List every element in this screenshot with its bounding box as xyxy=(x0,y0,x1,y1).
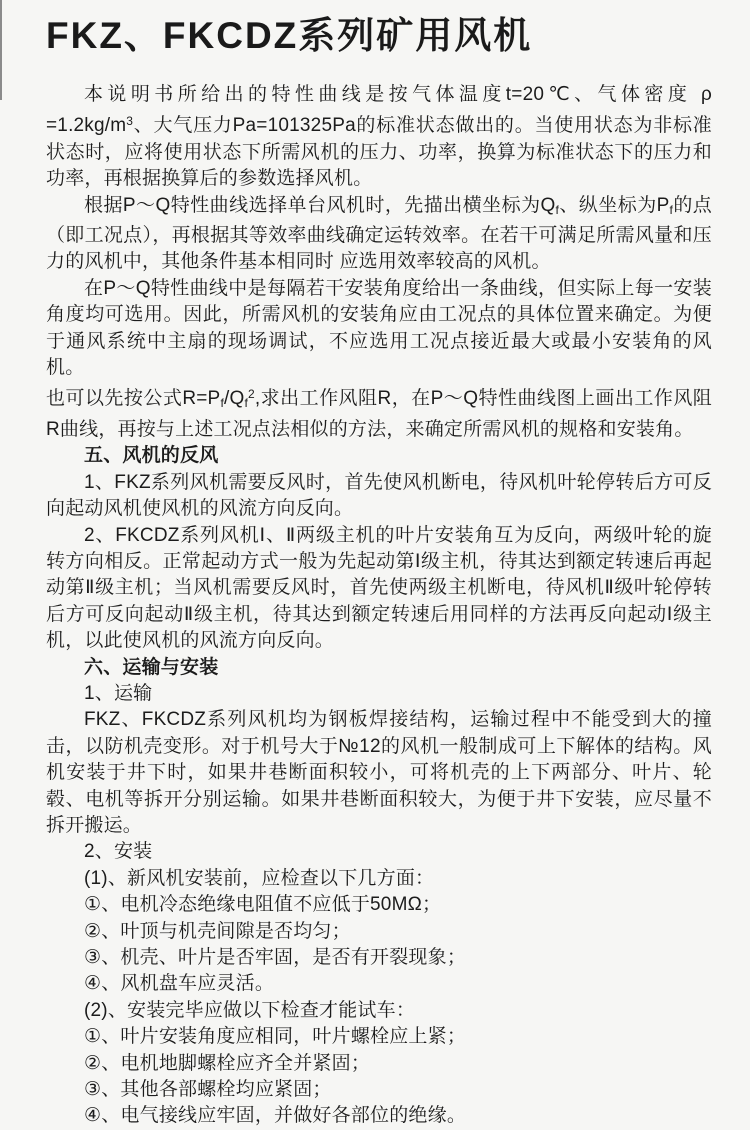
text-run: (1)、新风机安装前，应检查以下几方面： xyxy=(84,867,435,889)
text-run: f xyxy=(669,202,674,217)
paragraph xyxy=(46,839,712,865)
text-run: f xyxy=(220,396,224,411)
text-run: 1、FKZ系列风机需要反风时，首先使风机断电，待风机叶轮停转后方可反向起动风机使风机的风流方向反向。 xyxy=(46,471,712,520)
text-run: 、大气压力Pa=101325Pa的标准状态做出的。当使用状态为非标准状态时，应将使用状态下所需风机的压力、功率，换算为标准状态下的压力和功率，再根据换算后的参数选择风机。 xyxy=(46,115,712,190)
scan-edge-artifact xyxy=(0,0,2,100)
list-item xyxy=(46,1024,712,1050)
text-run: 2、安装 xyxy=(84,841,153,863)
list-item xyxy=(46,1051,712,1077)
text-run: 六、运输与安装 xyxy=(84,656,219,678)
paragraph xyxy=(46,276,712,382)
text-run: 1、运输 xyxy=(84,682,153,704)
list-item xyxy=(46,971,712,997)
text-run: f xyxy=(244,396,248,411)
list-item xyxy=(46,1077,712,1103)
document-title: FKZ、FKCDZ系列矿用风机 xyxy=(46,15,533,56)
list-item xyxy=(46,1103,712,1129)
text-run: 2、FKCDZ系列风机Ⅰ、Ⅱ两级主机的叶片安装角互为反向，两级叶轮的旋转方向相反。正常起动方式一般为先起动第Ⅰ级主机，待其达到额定转速后再起动第Ⅱ级主机；当风机需要反风时，首先使两级主机断电，待风机Ⅱ级叶轮停转后方可反向起动Ⅱ级主机，待其达到额定转速后用同样的方法再反向起动Ⅰ级主机，以此使风机的风流方向反向。 xyxy=(46,524,712,652)
text-run: 五、风机的反风 xyxy=(84,445,219,467)
text-run: 的点（即工况点），再根据其等效率曲线确定运转效率。在若干可满足所需风量和压力的风机中，其他条件基本相同时 应选用效率较高的风机。 xyxy=(46,194,713,273)
list-item xyxy=(46,919,712,945)
text-run: FKZ、FKCDZ系列风机均为钢板焊接结构，运输过程中不能受到大的撞击，以防机壳变形。对于机号大于№12的风机一般制成可上下解体的结构。风机安装于井下时，如果井巷断面积较小，可将机壳的上下两部分、叶片、轮毂、电机等拆开分别运输。如果井巷断面积较大，为便于井下安装，应尽量不拆开搬运。 xyxy=(46,709,712,836)
text-run: 本说明书所给出的特性曲线是按气体温度t=20℃、气体密度 ρ =1.2kg/m xyxy=(46,84,712,137)
list-item xyxy=(46,945,712,971)
paragraph xyxy=(46,193,712,276)
text-run: 在P～Q特性曲线中是每隔若干安装角度给出一条曲线，但实际上每一安装角度均可选用。因此，所需风机的安装角应由工况点的具体位置来确定。为便于通风系统中主扇的现场调试，不应选用工况点接近最大或最小安装角的风机。 xyxy=(46,277,712,379)
list-item xyxy=(46,892,712,918)
section-heading xyxy=(46,655,712,681)
paragraph xyxy=(46,470,712,523)
paragraph xyxy=(46,681,712,707)
text-run: ③、其他各部螺栓均应紧固； xyxy=(84,1079,332,1101)
text-run: ②、叶顶与机壳间隙是否均匀； xyxy=(84,920,351,942)
list-item xyxy=(46,866,712,892)
text-run: ,求出工作风阻R，在P～Q特性曲线图上画出工作风阻R曲线，再按与上述工况点法相似的方法，来确定所需风机的规格和安装角。 xyxy=(46,388,712,440)
text-run: f xyxy=(555,202,560,217)
list-item xyxy=(46,998,712,1024)
text-run: 也可以先按公式R=P xyxy=(46,388,221,410)
text-run: ②、电机地脚螺栓应齐全并紧固； xyxy=(84,1052,371,1074)
paragraph xyxy=(46,381,712,443)
text-run: 3 xyxy=(126,114,134,129)
text-run: 根据P～Q特性曲线选择单台风机时，先描出横坐标为Q xyxy=(84,194,556,216)
text-run: (2)、安装完毕应做以下检查才能试车： xyxy=(84,999,416,1021)
text-run: 2 xyxy=(248,387,255,402)
text-run: ③、机壳、叶片是否牢固，是否有开裂现象； xyxy=(84,947,467,968)
text-run: ①、叶片安装角度应相同，叶片螺栓应上紧； xyxy=(84,1026,467,1048)
text-run: /Q xyxy=(223,388,245,410)
paragraph xyxy=(46,523,712,655)
section-heading xyxy=(46,443,712,469)
paragraph xyxy=(46,82,712,193)
text-run: ④、风机盘车应灵活。 xyxy=(84,973,275,995)
paragraph xyxy=(46,707,712,839)
text-run: 、纵坐标为P xyxy=(559,194,670,216)
document-body xyxy=(46,82,712,1130)
text-run: ④、电气接线应牢固，并做好各部位的绝缘。 xyxy=(84,1105,467,1127)
text-run: ①、电机冷态绝缘电阻值不应低于50MΩ； xyxy=(84,894,442,916)
